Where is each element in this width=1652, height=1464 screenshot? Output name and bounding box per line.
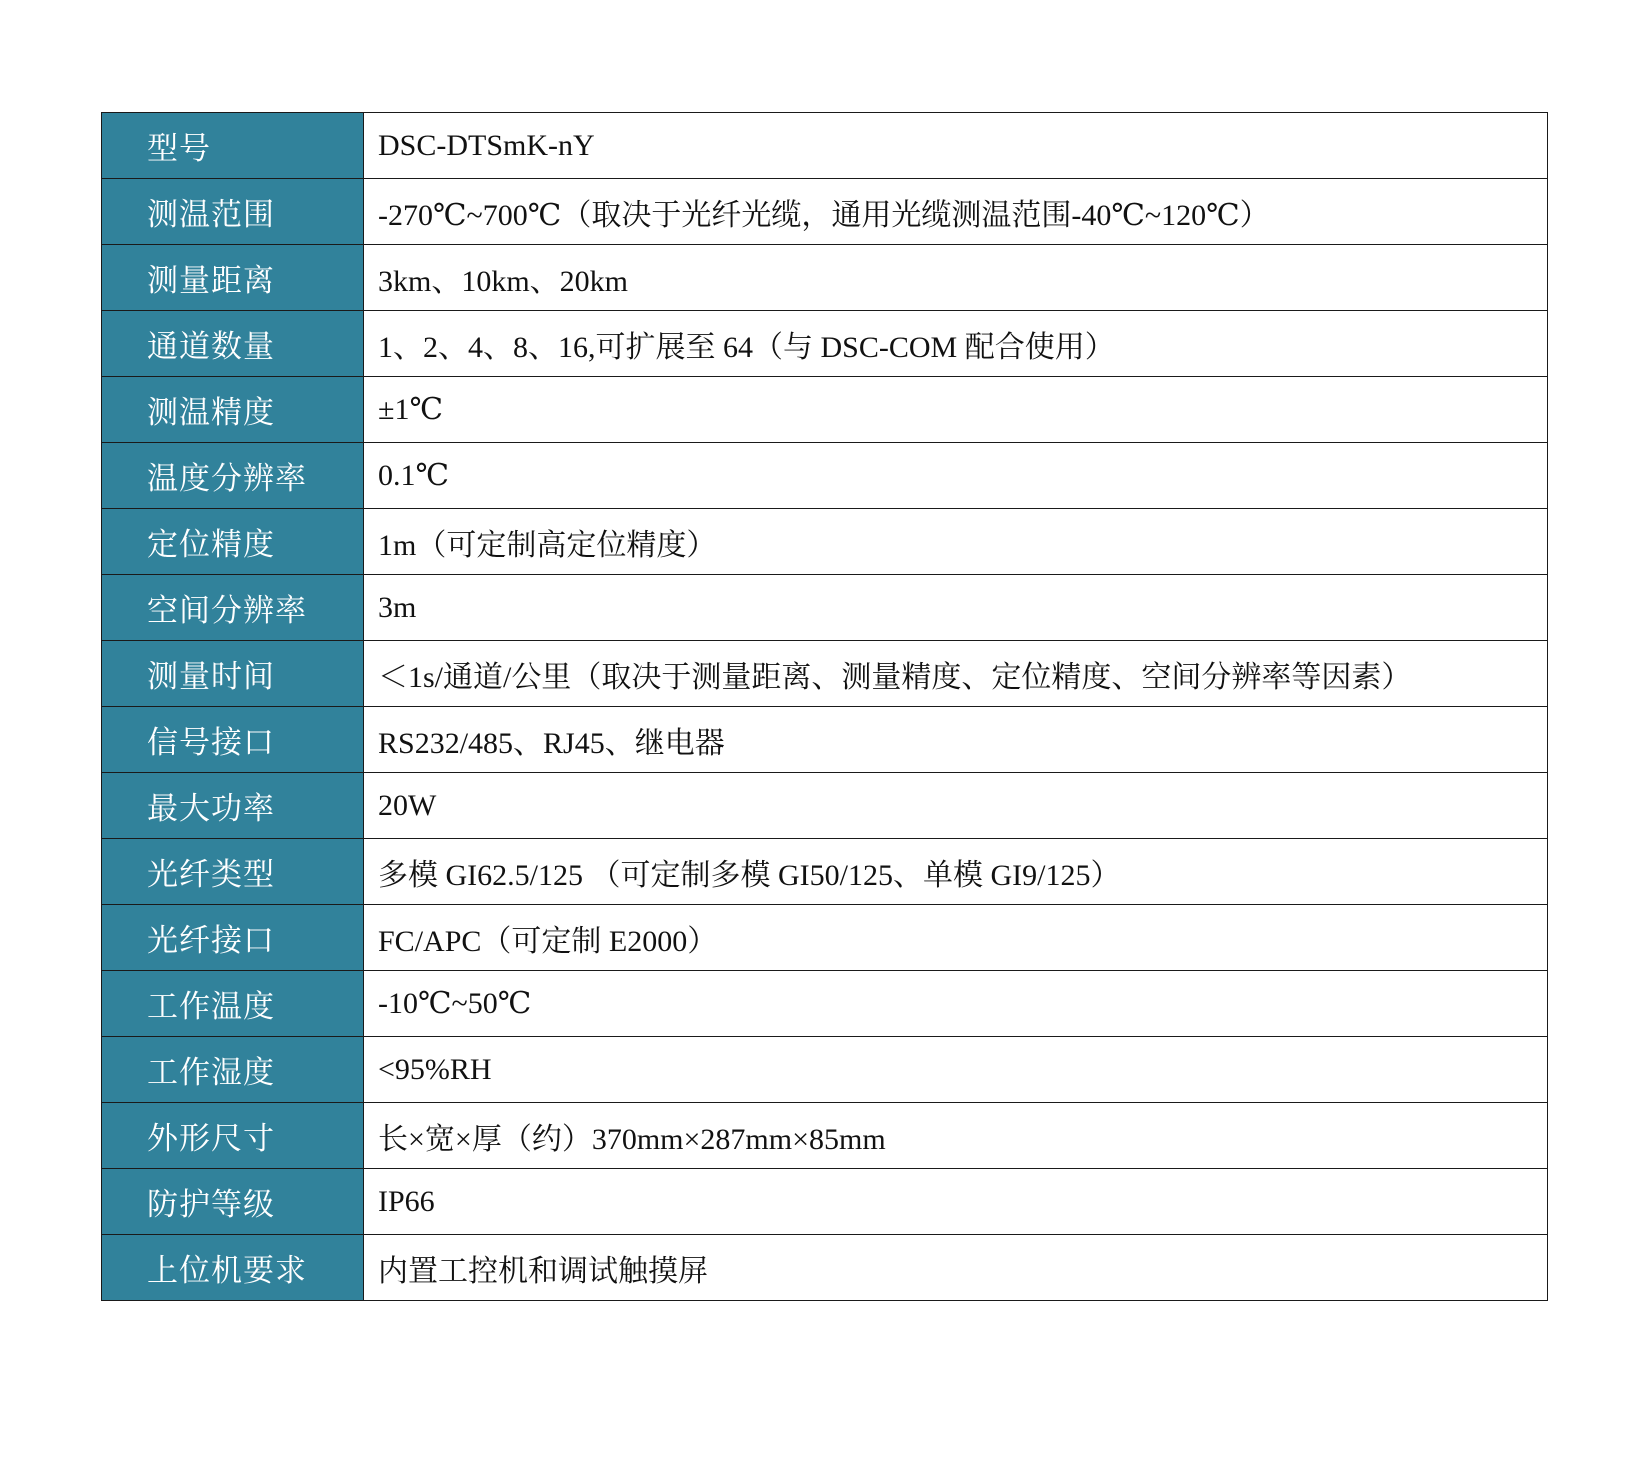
spec-value: 1m（可定制高定位精度） [364,509,1548,575]
spec-label: 型号 [102,113,364,179]
spec-label: 测温范围 [102,179,364,245]
spec-value: RS232/485、RJ45、继电器 [364,707,1548,773]
spec-value: 长×宽×厚（约）370mm×287mm×85mm [364,1103,1548,1169]
spec-label: 测量距离 [102,245,364,311]
table-row [102,1037,1548,1103]
spec-value: 0.1℃ [364,443,1548,509]
spec-label: 信号接口 [102,707,364,773]
spec-label: 定位精度 [102,509,364,575]
table-row [102,839,1548,905]
spec-value: 20W [364,773,1548,839]
spec-label: 最大功率 [102,773,364,839]
spec-label: 工作温度 [102,971,364,1037]
table-row [102,113,1548,179]
spec-label: 测量时间 [102,641,364,707]
spec-table-body [102,113,1548,1301]
table-row [102,641,1548,707]
spec-label: 温度分辨率 [102,443,364,509]
spec-label: 外形尺寸 [102,1103,364,1169]
spec-value: 3km、10km、20km [364,245,1548,311]
spec-label: 测温精度 [102,377,364,443]
spec-value: ±1℃ [364,377,1548,443]
spec-label: 上位机要求 [102,1235,364,1301]
table-row [102,245,1548,311]
spec-label: 工作湿度 [102,1037,364,1103]
table-row [102,1103,1548,1169]
spec-label: 空间分辨率 [102,575,364,641]
spec-value: -270℃~700℃（取决于光纤光缆，通用光缆测温范围-40℃~120℃） [364,179,1548,245]
table-row [102,443,1548,509]
spec-label: 光纤类型 [102,839,364,905]
spec-value: <95%RH [364,1037,1548,1103]
table-row [102,1235,1548,1301]
spec-value: ＜1s/通道/公里（取决于测量距离、测量精度、定位精度、空间分辨率等因素） [364,641,1548,707]
table-row [102,509,1548,575]
spec-label: 通道数量 [102,311,364,377]
table-row [102,179,1548,245]
spec-label: 光纤接口 [102,905,364,971]
spec-value: 多模 GI62.5/125 （可定制多模 GI50/125、单模 GI9/125） [364,839,1548,905]
spec-value: 3m [364,575,1548,641]
table-row [102,773,1548,839]
spec-value: DSC-DTSmK-nY [364,113,1548,179]
table-row [102,1169,1548,1235]
table-row [102,905,1548,971]
spec-table [101,112,1548,1301]
table-row [102,971,1548,1037]
spec-value: 内置工控机和调试触摸屏 [364,1235,1548,1301]
spec-value: 1、2、4、8、16,可扩展至 64（与 DSC-COM 配合使用） [364,311,1548,377]
table-row [102,575,1548,641]
table-row [102,707,1548,773]
table-row [102,377,1548,443]
table-row [102,311,1548,377]
spec-value: IP66 [364,1169,1548,1235]
spec-value: -10℃~50℃ [364,971,1548,1037]
spec-label: 防护等级 [102,1169,364,1235]
spec-value: FC/APC（可定制 E2000） [364,905,1548,971]
